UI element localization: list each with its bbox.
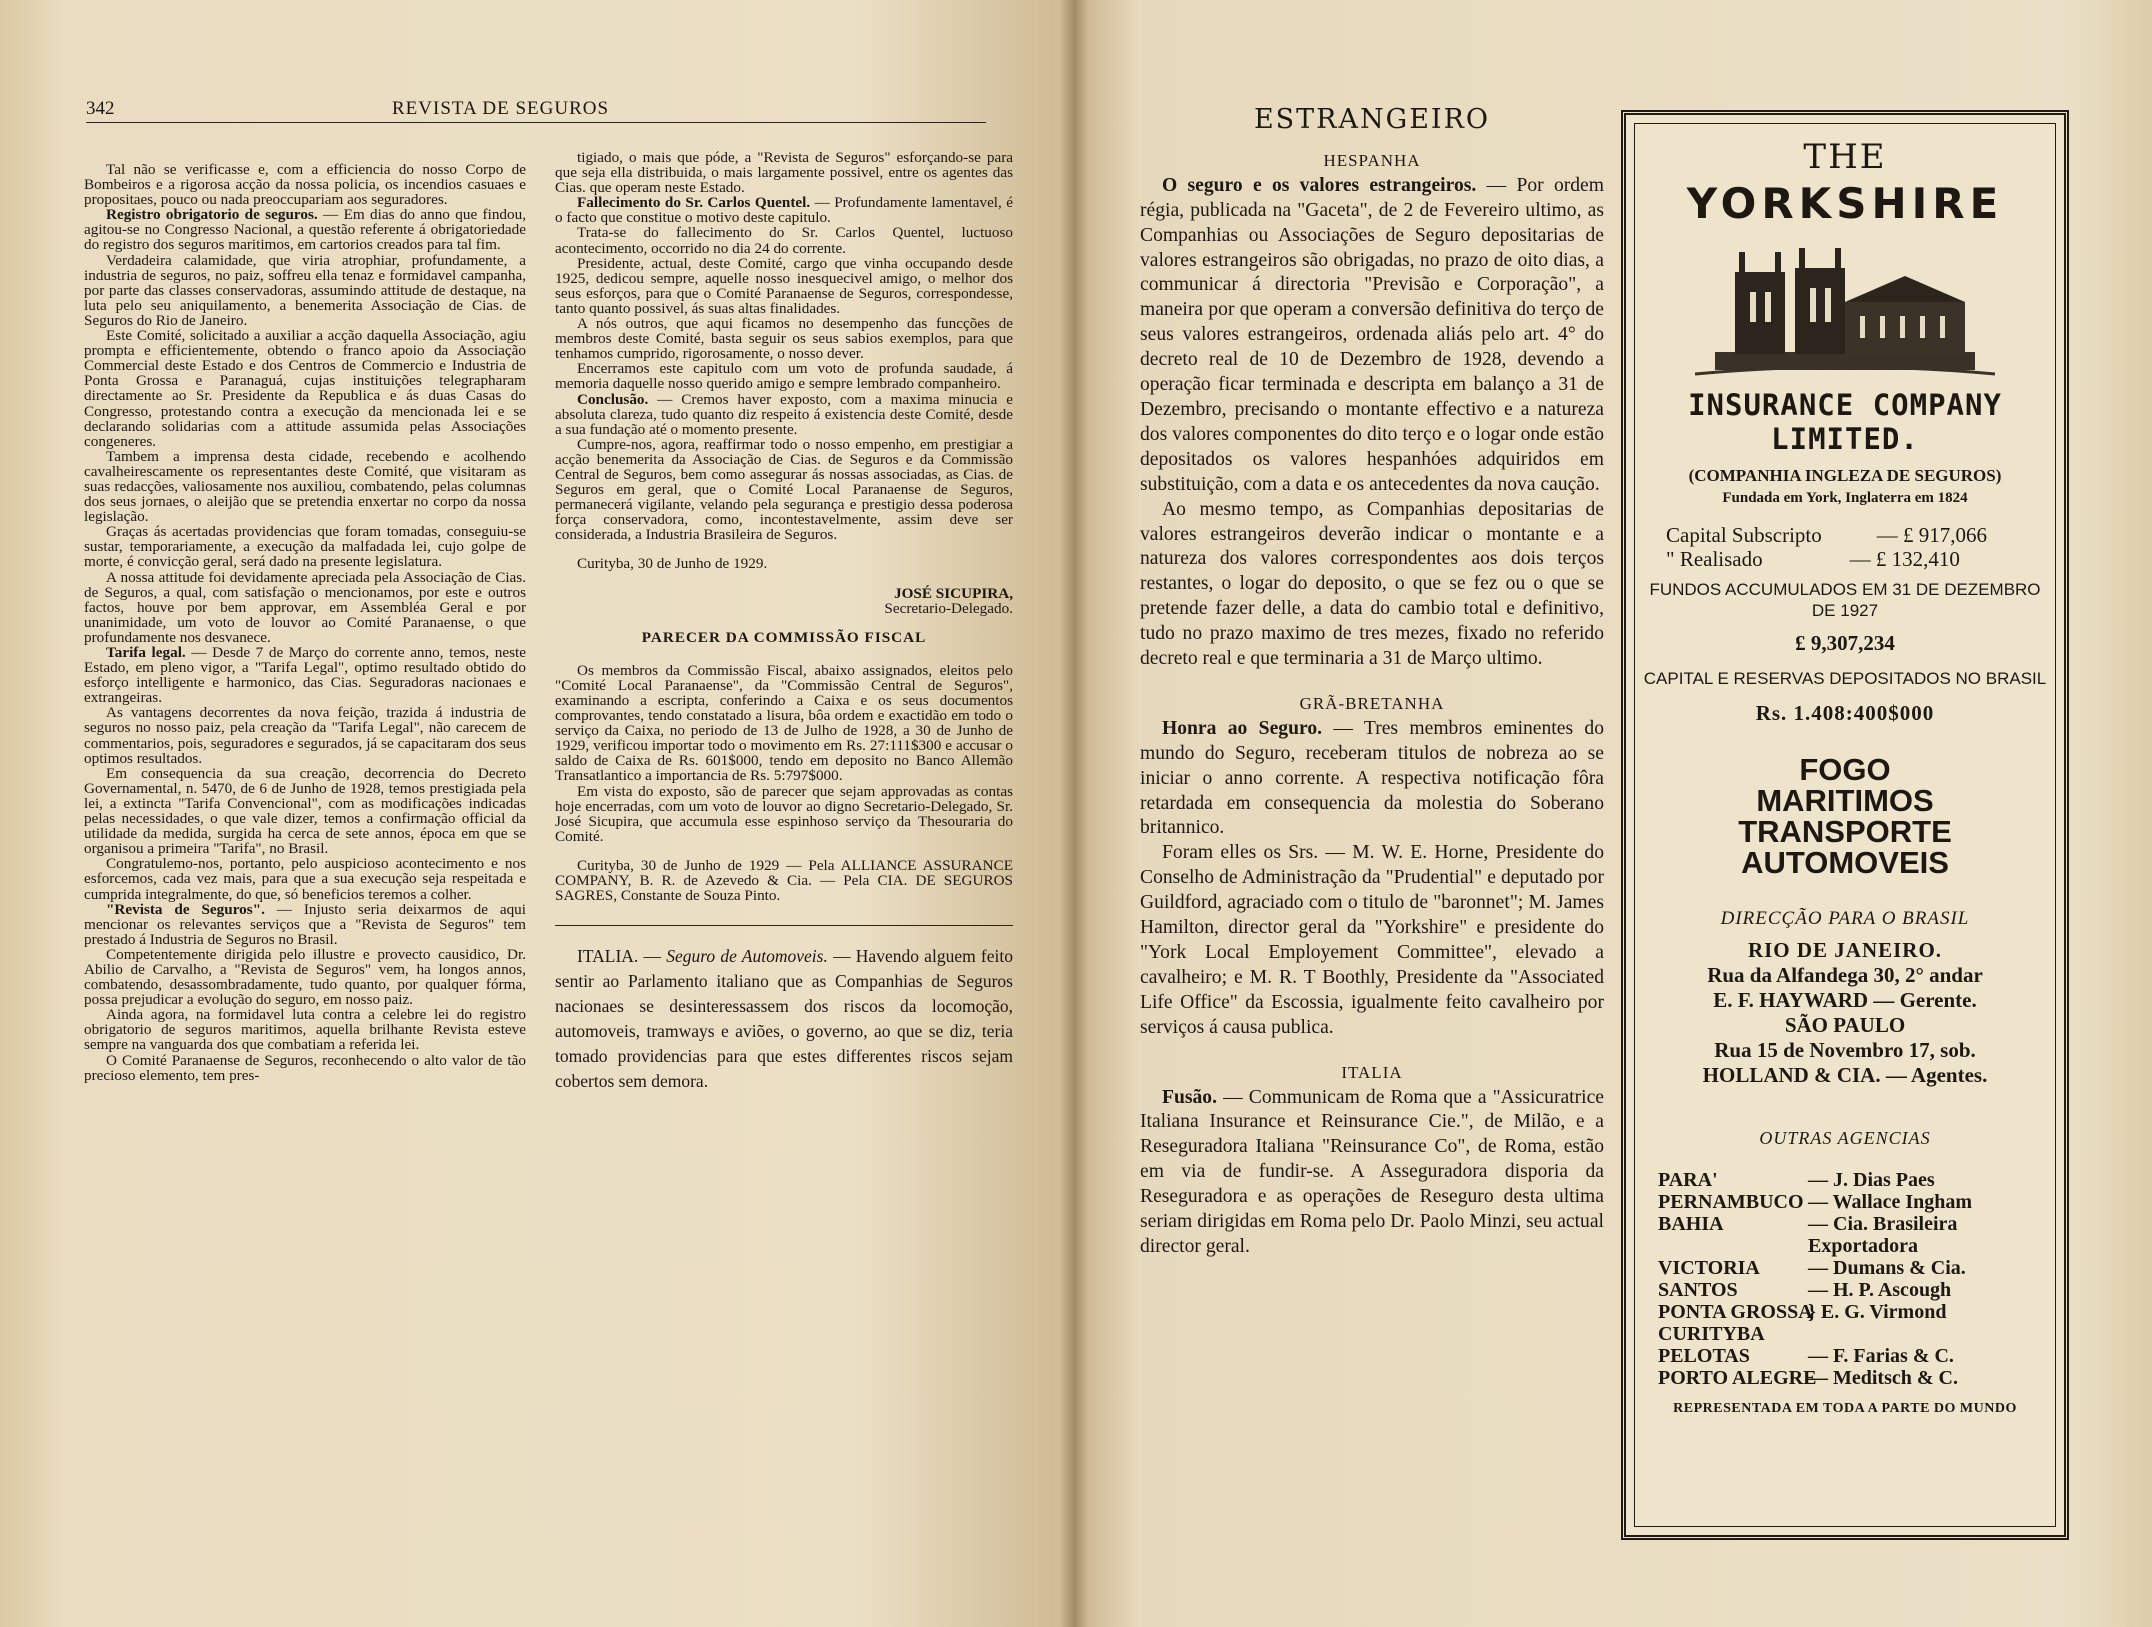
agency-city: PELOTAS: [1658, 1345, 1750, 1367]
gra-bretanha-paragraph: Foram elles os Srs. — M. W. E. Horne, Presidente do Conselho de Administração da "Prudential" e deputado por Guildford, agraciado com o titulo de "baronnet"; M. James Hamilton, director geral da "Yorkshire" e presidente do "York Local Employement Committee", elevado a cavalheiro; e M. R. T Boothly, Presidente da "Associated Life Office" da Escossia, igualmente feito cavalheiro por serviços á causa publica.: [1140, 842, 1604, 1038]
ad-sp: SÃO PAULO: [1784, 1013, 1906, 1037]
ad-rio-agent: E. F. HAYWARD — Gerente.: [1713, 988, 1977, 1012]
hespanha-paragraph: Ao mesmo tempo, as Companhias depositarias de valores estrangeiros deverão indicar o montante e a natureza dos valores correspondentes aos dois terços restantes, o logar do deposito, o que se fez ou o que se pretende fazer delle, a data do cambio total e definitivo, tudo no prazo maximo de tres mezes, fixado no referido decreto real e que terminaria a 31 de Março ultimo.: [1140, 498, 1604, 670]
page-number: 342: [86, 98, 115, 119]
ad-subtitle: (COMPANHIA INGLEZA DE SEGUROS): [1688, 466, 2002, 485]
signature-name: JOSÉ SICUPIRA,: [894, 584, 1013, 602]
paragraph: Graças ás acertadas providencias que foram tomadas, conseguiu-se sustar, temporariamente, a execução da malfadada lei, cujo golpe de morte, é convicção geral, será dado na presente legislatura.: [84, 523, 526, 571]
parecer-title: PARECER DA COMMISSÃO FISCAL: [641, 628, 927, 646]
agency-city: VICTORIA: [1658, 1257, 1760, 1279]
agency-agent: — H. P. Ascough: [1808, 1279, 1952, 1301]
paragraph: Em consequencia da sua creação, decorrencia do Decreto Governamental, n. 5470, de 6 de Junho de 1928, temos prestigiada pela lei, a extincta "Tarifa Convencional", com as modificações indicadas pelas necessidades, o que vale dizer, temos a confirmação official da utilidade da medida, surgida ha cerca de sete annos, época em que se organisou a primeira "Tarifa", no Brasil.: [84, 764, 526, 858]
agency-agent: } E. G. Virmond: [1808, 1301, 1947, 1323]
paragraph: A nós outros, que aqui ficamos no desempenho das funcções de membros deste Comité, basta seguir os seus sabios exemplos, para que tenhamos cumprido, rigorosamente, o nosso dever.: [555, 315, 1013, 363]
hespanha-paragraph: O seguro e os valores estrangeiros. — Por ordem régia, publicada na "Gaceta", de 2 de Fevereiro ultimo, as Companhias ou Associações de Seguro depositarias de valores estrangeiros são obrigadas, no prazo de oito dias, a communicar á directoria "Previsão e Corporação", a maneira por que operam a conversão definitiva do terço de seus valores estrangeiros, ordenada aliás pelo art. 4° do decreto real de 10 de Dezembro de 1928, devendo a operação ficar terminada e descripta em balanço a 31 de Dezembro, precisando o montante effectivo e a natureza dos valores componentes do dito terço e o logar onde estão depositados os valores hespanhóes adquiridos em substituição, com a data e os antecedentes da nova caução.: [1140, 174, 1604, 495]
left-column-2: [555, 150, 1013, 1094]
left-column-1: [84, 162, 526, 1083]
ad-footer: REPRESENTADA EM TODA A PARTE DO MUNDO: [1673, 1401, 2017, 1416]
paragraph: Conclusão. — Cremos haver exposto, com a maxima minucia e absoluta clareza, tudo quanto diz respeito á existencia deste Comité, desde a sua fundação até o momento presente.: [555, 390, 1013, 438]
ad-realisado: " Realisado — £ 132,410: [1666, 547, 1960, 571]
agency-agent: — J. Dias Paes: [1808, 1169, 1935, 1191]
yorkshire-advertisement: [1621, 110, 2069, 1540]
agency-city: CURITYBA: [1658, 1323, 1765, 1345]
agency-agent: Exportadora: [1808, 1235, 1918, 1257]
left-page: [0, 0, 1074, 1627]
paragraph: Tal não se verificasse e, com a efficiencia do nosso Corpo de Bombeiros e a rigorosa acção da nossa policia, os incendios casuaes e propositaes, pouco ou nada preoccupariam aos seguradores.: [84, 161, 526, 209]
agency-agent: — F. Farias & C.: [1808, 1345, 1954, 1367]
ad-line-fogo: FOGO: [1799, 752, 1891, 787]
agency-agent: — Cia. Brasileira: [1808, 1213, 1958, 1235]
paragraph: Tambem a imprensa desta cidade, recebendo e acolhendo cavalheirescamente os representantes deste Comité, que visitaram as suas redacções, valiosamente nos auxiliou, combatendo, pelas columnas dos seus jornaes, o aleijão que se pretendia enxertar no corpo da nossa legislação.: [84, 447, 526, 526]
heading-hespanha: HESPANHA: [1323, 150, 1421, 170]
ad-direccao: DIRECÇÃO PARA O BRASIL: [1720, 908, 1970, 929]
ad-capital-subscripto: Capital Subscripto — £ 917,066: [1666, 523, 1987, 547]
dateline-1: Curityba, 30 de Junho de 1929.: [577, 555, 768, 573]
paragraph: Este Comité, solicitado a auxiliar a acção daquella Associação, agiu prompta e efficientemente, obtendo o franco apoio da Associação Commercial deste Estado e dos Centros de Commercio e Industria de Ponta Grossa e Paranaguá, cujas instituições telegrapharam directamente ao Sr. Presidente da Republica e ás duas Casas do Congresso, protestando contra a execução da mencionada lei e se declarando solidarias com a attitude assumida pelas Associações congeneres.: [84, 327, 526, 450]
agency-agent: — Dumans & Cia.: [1808, 1257, 1966, 1279]
paragraph: tigiado, o mais que póde, a "Revista de Seguros" esforçando-se para que seja ella distribuida, o mais largamente possivel, entre os agentes das Cias. que operam neste Estado.: [555, 149, 1013, 197]
ad-the: THE: [1803, 137, 1887, 177]
paragraph: Tarifa legal. — Desde 7 de Março do corrente anno, temos, neste Estado, em pleno vigor, a "Tarifa Legal", optimo resultado obtido do esforço intelligente e harmonico, das Cias. Seguradoras nacionaes e extrangeiras.: [84, 644, 526, 707]
ad-line-transporte: TRANSPORTE: [1738, 814, 1952, 849]
section-divider: [555, 925, 1013, 926]
paragraph: Presidente, actual, deste Comité, cargo que vinha occupando desde 1925, dedicou sempre, aquelle nosso inesquecivel amigo, o melhor dos seus esforços, para que o Comité Paranaense de Seguros, correspondesse, tanto quanto possivel, ás suas altas finalidades.: [555, 254, 1013, 317]
italia-auto-paragraph: ITALIA. — Seguro de Automoveis. — Havendo alguem feito sentir ao Parlamento italiano que as Companhias de Seguros nacionaes se desinteressassem dos riscos da locomoção, automoveis, tramways e aviões, o governo, ao que se diz, teria tomado providencias para que estes differentes riscos sejam cobertos sem demora.: [555, 946, 1013, 1092]
agency-city: PONTA GROSSA: [1658, 1301, 1813, 1323]
paragraph: Cumpre-nos, agora, reaffirmar todo o nosso empenho, em prestigiar a acção benemerita da Associação de Cias. de Seguros e da Commissão Central de Seguros, bem como assegurar ás nossas associadas, as Cias. de Seguros em geral, que o Comité Local Paranaense de Seguros, permanecerá vigilante, velando pela segurança e prestigio dessa poderosa força conservadora, como, incontestavelmente, assim deve ser considerada, a Industria Brasileira de Seguros.: [555, 435, 1013, 544]
ad-inner-border: [1634, 123, 2056, 1527]
heading-gra-bretanha: GRÃ-BRETANHA: [1299, 693, 1445, 713]
ad-founded: Fundada em York, Inglaterra em 1824: [1722, 490, 1968, 506]
agency-city: PARA': [1658, 1169, 1718, 1191]
gutter: [1060, 0, 1088, 1627]
agency-city: BAHIA: [1658, 1213, 1724, 1235]
gra-bretanha-paragraph: Honra ao Seguro. — Tres membros eminentes do mundo do Seguro, receberam titulos de nobreza ao se iniciar o anno corrente. A respectiva notificação fôra retardada em consequencia da molestia do Soberano britannico.: [1140, 717, 1604, 839]
ad-rio-address: Rua da Alfandega 30, 2° andar: [1707, 963, 1983, 987]
paragraph: Verdadeira calamidade, que viria atrophiar, profundamente, a industria de seguros, no paiz, soffreu ella tenaz e formidavel campanha, por parte das classes conservadoras, assumindo attitude de destaque, na luta pelo seu aniquilamento, a benemerita Associação de Cias. de Seguros do Rio de Janeiro.: [84, 251, 526, 329]
paragraph: Congratulemo-nos, portanto, pelo auspicioso acontecimento e nos esforcemos, cada vez mais, para que a sua execução seja respeitada e cumprida integralmente, do que, só beneficios teremos a colher.: [84, 855, 526, 903]
paragraph: O Comité Paranaense de Seguros, reconhecendo o alto valor de tão precioso elemento, tem pres-: [84, 1051, 526, 1084]
paragraph: "Revista de Seguros". — Injusto seria deixarmos de aqui mencionar os relevantes serviços que a "Revista de Seguros" tem prestado á Industria de Seguros no Brasil.: [84, 900, 526, 948]
paragraph: A nossa attitude foi devidamente apreciada pela Associação de Cias. de Seguros, a qual, com satisfação o mencionamos, por este e outros factos, houve por bem approvar, em Assembléa Geral e por unanimidade, um voto de louvor ao Comité Paranaense, o que profundamente nos desvanece.: [84, 568, 526, 646]
right-column-estrangeiro: [1140, 104, 1604, 1260]
ad-line-automoveis: AUTOMOVEIS: [1741, 845, 1949, 880]
parecer-paragraph: Os membros da Commissão Fiscal, abaixo assignados, eleitos pelo "Comité Local Paranaense", da "Commissão Central de Seguros", examinando a escripta, conferindo a Caixa e os seus documentos comprovantes, tendo constatado a lisura, bôa ordem e exactidão em todo o serviço da Caixa, no periodo de 13 de Julho de 1928, a 30 de Junho de 1929, verificou importar todo o movimento em Rs. 27:111$300 e accusar o saldo de Caixa de Rs. 601$000, tendo em deposito no Banco Allemão Transatlantico a importancia de Rs. 5:797$000.: [555, 661, 1013, 785]
ad-rio: RIO DE JANEIRO.: [1747, 938, 1943, 962]
ad-insurance-company: INSURANCE COMPANY LIMITED.: [1688, 388, 2002, 456]
heading-italia: ITALIA: [1341, 1062, 1403, 1082]
paragraph: Encerramos este capitulo com um voto de profunda saudade, á memoria daquelle nosso querido amigo e sempre lembrado companheiro.: [555, 360, 1013, 393]
section-title: ESTRANGEIRO: [1253, 104, 1491, 135]
running-head: [86, 98, 986, 123]
paragraph: Ainda agora, na formidavel luta contra a celebre lei do registro obrigatorio de seguros maritimos, aquella brilhante Revista esteve sempre na vanguarda dos que combatiam a referida lei.: [84, 1006, 526, 1054]
paragraph: As vantagens decorrentes da nova feição, trazida á industria de seguros no nosso paiz, pela creação da "Tarifa Legal", não carecem de commentarios, pois, seguradores e segurados, já se capacitaram dos seus optimos resultados.: [84, 704, 526, 767]
agency-city: PERNAMBUCO: [1658, 1191, 1804, 1213]
italia-paragraph: Fusão. — Communicam de Roma que a "Assicuratrice Italiana Insurance et Reinsurance Cie.", de Milão, e a Reseguradora Italiana "Reinsurance Co", de Roma, estão em via de fundir-se. A Asseguradora disporia da Reseguradora e as operações de Reseguro desta ultima seriam dirigidas em Roma pelo Dr. Paolo Minzi, seu actual director geral.: [1140, 1086, 1604, 1257]
agency-agent: — Wallace Ingham: [1808, 1191, 1973, 1213]
paragraph: Trata-se do fallecimento do Sr. Carlos Quentel, luctuoso acontecimento, occorrido no dia 24 do corrente.: [555, 224, 1013, 257]
paragraph: Fallecimento do Sr. Carlos Quentel. — Profundamente lamentavel, é o facto que constitue o motivo deste capitulo.: [555, 194, 1013, 227]
paragraph: Registro obrigatorio de seguros. — Em dias do anno que findou, agitou-se no Congresso Nacional, a questão referente á obrigatoriedade do registro dos seguros maritimos, em cartorios creados para tal fim.: [84, 206, 526, 254]
ad-yorkshire: YORKSHIRE: [1686, 179, 2004, 228]
ad-outras: OUTRAS AGENCIAS: [1759, 1128, 1931, 1148]
ad-fundos-value: £ 9,307,234: [1795, 631, 1895, 655]
paragraph: Competentemente dirigida pelo illustre e provecto causidico, Dr. Abilio de Carvalho, a "Revista de Seguros" vem, ha longos annos, combatendo, desassombradamente, tudo quanto, por qualquer fórma, possa prejudicar a evolução do seguro, em nosso paiz.: [84, 945, 526, 1009]
journal-title: REVISTA DE SEGUROS: [392, 98, 610, 119]
ad-capital-reservas: CAPITAL E RESERVAS DEPOSITADOS NO BRASIL: [1643, 669, 2047, 688]
ad-sp-address: Rua 15 de Novembro 17, sob.: [1714, 1038, 1976, 1062]
signature-title: Secretario-Delegado.: [884, 599, 1013, 617]
ad-line-maritimos: MARITIMOS: [1756, 783, 1934, 818]
ad-sp-agent: HOLLAND & CIA. — Agentes.: [1702, 1063, 1988, 1087]
agency-city: PORTO ALEGRE: [1658, 1367, 1817, 1389]
agency-city: SANTOS: [1658, 1279, 1738, 1301]
agency-agent: — Meditsch & C.: [1808, 1367, 1958, 1389]
dateline-2: Curityba, 30 de Junho de 1929 — Pela ALLIANCE ASSURANCE COMPANY, B. R. de Azevedo & Cia. — Pela CIA. DE SEGUROS SAGRES, Constante de Souza Pinto.: [555, 856, 1013, 905]
ad-capital-reservas-value: Rs. 1.408:400$000: [1755, 701, 1935, 725]
parecer-paragraph: Em vista do exposto, são de parecer que sejam approvadas as contas hoje encerradas, com um voto de louvor ao digno Secretario-Delegado, Sr. José Sicupira, que accumula esse espinhoso serviço da Thesouraria do Comité.: [555, 782, 1013, 845]
ad-fundos: FUNDOS ACCUMULADOS EM 31 DE DEZEMBRO DE 1927: [1649, 580, 2041, 620]
